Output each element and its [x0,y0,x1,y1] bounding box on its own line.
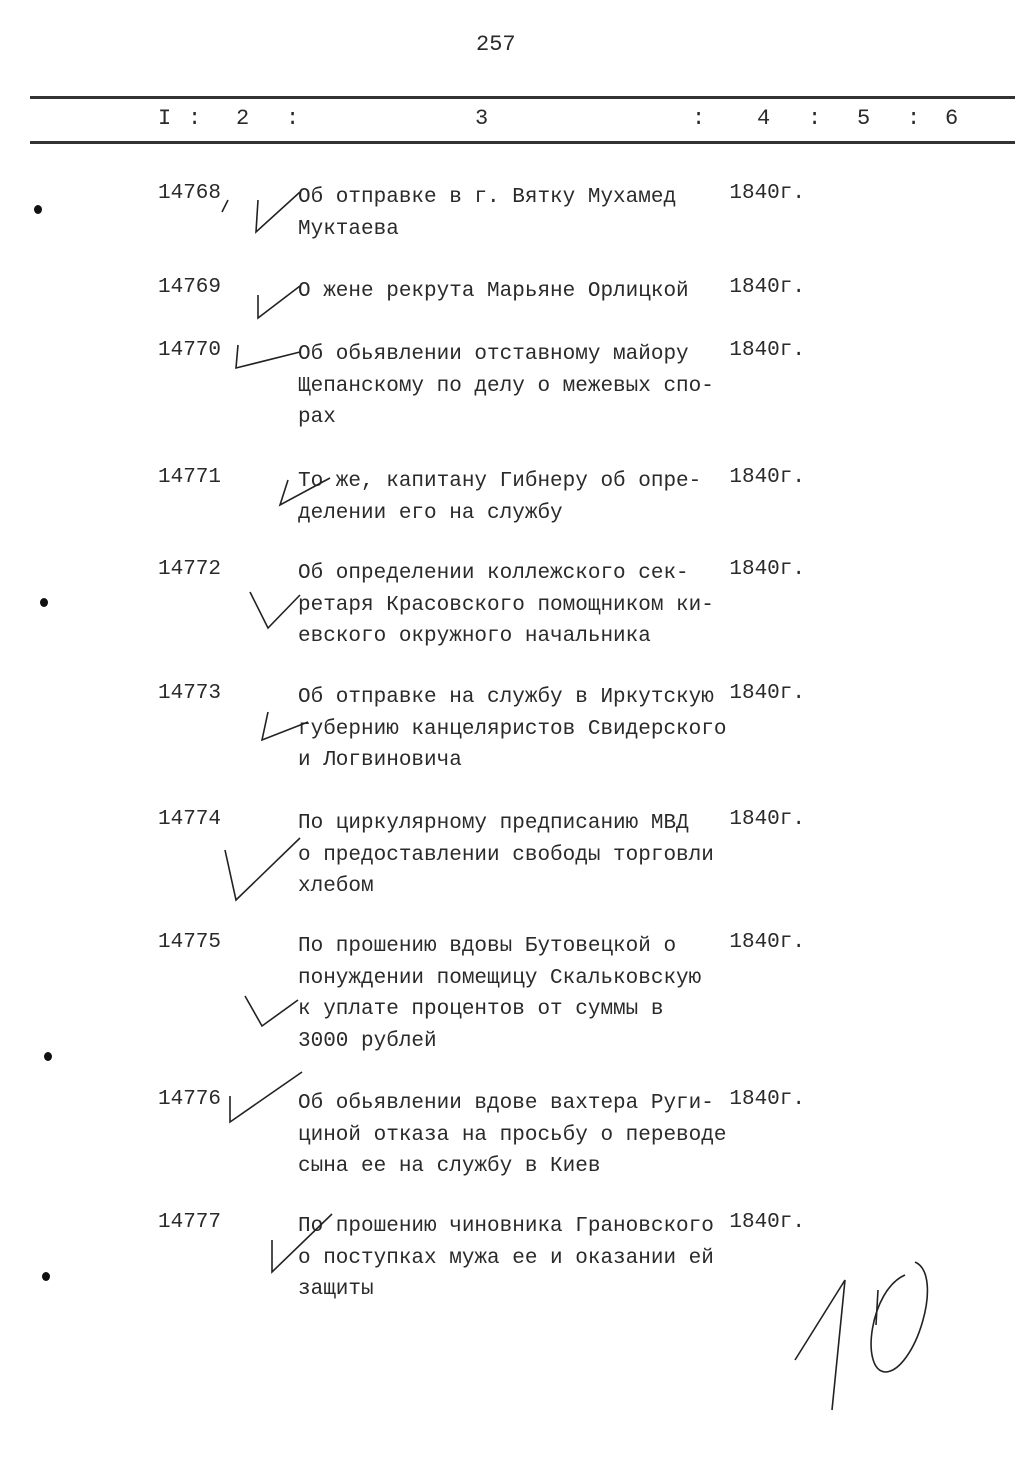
entry-title-line: евского окружного начальника [298,625,651,648]
entry-title-line: О жене рекрута Марьяне Орлицкой [298,280,689,303]
entry-title-line: понуждении помещицу Скальковскую [298,966,702,990]
entry-title-line: делении его на службу [298,501,563,525]
punch-hole-mark [42,1272,50,1281]
entry-year: 1840г. [729,682,805,705]
entry-title-line: и Логвиновича [298,749,462,772]
entry-title-line: 3000 рублей [298,1029,437,1053]
entry-year: 1840г. [729,1211,805,1234]
entry-title-line: сына ее на службу в Киев [298,1155,601,1178]
entry-title-line: По прошению чиновника Грановского [298,1215,714,1238]
entry-title [298,339,714,434]
header-bottom-rule [30,141,1015,144]
entry-title-line: Об определении коллежского сек- [298,562,689,585]
col-header-5: 5 [857,106,871,131]
entry-title-line: к уплате процентов от суммы в [298,998,664,1021]
col-separator: : [907,106,921,131]
entry-title-line: По прошению вдовы Бутовецкой о [298,935,677,958]
entry-title [298,276,689,308]
entry-title-line: Об обьявлении вдове вахтера Руги- [298,1092,714,1115]
punch-hole-mark [34,205,42,214]
entry-title-line: По циркулярному предписанию МВД [298,812,689,835]
entry-title-line: Об отправке на службу в Иркутскую [298,686,714,709]
entry-title [298,182,676,245]
entry-number: 14770 [158,339,222,362]
col-header-2: 2 [236,106,250,131]
entry-title-line: о поступках мужа ее и оказании ей [298,1246,714,1270]
header-top-rule [30,96,1015,99]
entry-title [298,558,714,653]
entry-number: 14777 [158,1211,222,1234]
entry-title-line: Об отправке в г. Вятку Мухамед [298,186,677,209]
entry-number: 14772 [158,558,222,581]
entry-title [298,1211,714,1306]
col-header-1: I [158,106,172,131]
entry-title-line: циной отказа на просьбу о переводе [298,1123,727,1147]
entry-title [298,931,701,1057]
entry-title-line: о предоставлении свободы торговли [298,843,714,867]
col-header-4: 4 [757,106,771,131]
entry-year: 1840г. [729,808,805,831]
entry-title-line: защиты [298,1278,374,1301]
punch-hole-mark [44,1052,52,1061]
entry-title-line: хлебом [298,875,374,898]
entry-year: 1840г. [729,931,805,954]
entry-number: 14768 [158,182,222,205]
page-number: 257 [476,32,516,57]
entry-year: 1840г. [729,182,805,205]
col-separator: : [808,106,822,131]
entry-title-line: Об обьявлении отставному майору [298,343,689,366]
entry-number: 14775 [158,931,222,954]
entry-title [298,808,714,903]
entry-year: 1840г. [729,466,805,489]
entry-title-line: То же, капитану Гибнеру об опре- [298,470,702,493]
entry-year: 1840г. [729,1088,805,1111]
entry-number: 14776 [158,1088,222,1111]
entry-number: 14769 [158,276,222,299]
entry-title-line: Щепанскому по делу о межевых спо- [298,374,714,398]
col-separator: : [188,106,202,131]
entry-number: 14773 [158,682,222,705]
entry-title-line: рах [298,406,336,429]
entry-title [298,682,726,777]
entry-title [298,1088,726,1183]
col-separator: : [286,106,300,131]
col-header-3: 3 [475,106,489,131]
entry-number: 14774 [158,808,222,831]
entry-number: 14771 [158,466,222,489]
entry-year: 1840г. [729,276,805,299]
col-header-6: 6 [945,106,959,131]
entry-year: 1840г. [729,558,805,581]
entry-title-line: губернию канцеляристов Свидерского [298,717,727,741]
entry-title-line: Муктаева [298,217,399,241]
entry-year: 1840г. [729,339,805,362]
entry-title-line: ретаря Красовского помощником ки- [298,593,714,617]
punch-hole-mark [40,598,48,607]
col-separator: : [692,106,706,131]
entry-title [298,466,701,529]
